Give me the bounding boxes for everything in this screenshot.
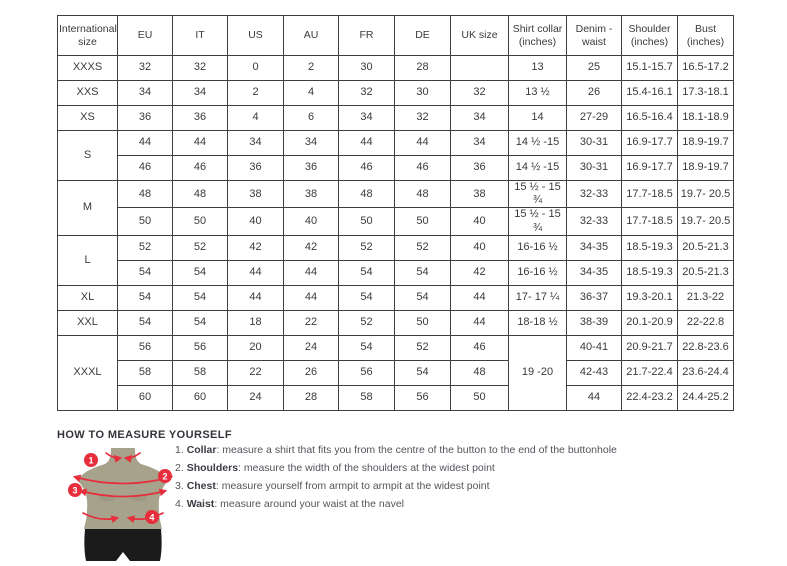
size-value-cell: 34 <box>339 106 395 131</box>
measure-step-waist <box>175 498 617 510</box>
size-value-cell: 15.1-15.7 <box>622 56 678 81</box>
size-value-cell: 20 <box>228 335 284 360</box>
badge-3-number: 3 <box>72 485 78 496</box>
step-number: 2. <box>175 462 184 474</box>
size-value-cell: 17.3-18.1 <box>678 81 734 106</box>
size-value-cell: 20.9-21.7 <box>622 335 678 360</box>
size-value-cell: 18.1-18.9 <box>678 106 734 131</box>
collar-cell: 15 ½ - 15 ¾ <box>509 181 567 208</box>
size-value-cell: 48 <box>173 181 228 208</box>
size-value-cell: 34 <box>173 81 228 106</box>
size-value-cell: 52 <box>173 235 228 260</box>
size-value-cell: 36 <box>173 106 228 131</box>
size-value-cell <box>451 56 509 81</box>
size-value-cell: 22.4-23.2 <box>622 385 678 410</box>
size-value-cell: 18.5-19.3 <box>622 235 678 260</box>
badge-2-number: 2 <box>162 471 168 482</box>
size-value-cell: 28 <box>395 56 451 81</box>
size-row <box>58 81 734 106</box>
step-text: : measure the width of the shoulders at the widest point <box>238 462 495 474</box>
size-value-cell: 16.5-16.4 <box>622 106 678 131</box>
size-value-cell: 48 <box>451 360 509 385</box>
size-value-cell: 30-31 <box>567 131 622 156</box>
size-value-cell: 48 <box>118 181 173 208</box>
size-value-cell: 44 <box>228 260 284 285</box>
size-value-cell: 56 <box>339 360 395 385</box>
size-value-cell: 54 <box>395 360 451 385</box>
step-label: Shoulders <box>186 462 239 474</box>
column-header: Bust (inches) <box>678 16 734 56</box>
size-value-cell: 54 <box>339 260 395 285</box>
size-value-cell: 40 <box>451 208 509 235</box>
collar-cell: 17- 17 ¼ <box>509 285 567 310</box>
measurement-figure <box>60 446 186 566</box>
size-row <box>58 156 734 181</box>
shorts-shape <box>84 529 161 561</box>
size-value-cell: 52 <box>339 310 395 335</box>
size-value-cell: 40 <box>228 208 284 235</box>
size-value-cell: 54 <box>173 310 228 335</box>
size-value-cell: 46 <box>118 156 173 181</box>
size-row <box>58 335 734 360</box>
size-value-cell: 19.7- 20.5 <box>678 208 734 235</box>
size-value-cell: 21.7-22.4 <box>622 360 678 385</box>
collar-cell: 14 ½ -15 <box>509 156 567 181</box>
column-header: IT <box>173 16 228 56</box>
size-value-cell: 22 <box>284 310 339 335</box>
column-header: US <box>228 16 284 56</box>
size-label-cell: XXS <box>58 81 118 106</box>
size-value-cell: 56 <box>395 385 451 410</box>
size-label-cell: XXL <box>58 310 118 335</box>
size-value-cell: 42 <box>284 235 339 260</box>
step-label: Collar <box>186 444 217 456</box>
size-value-cell: 50 <box>451 385 509 410</box>
size-row <box>58 235 734 260</box>
size-value-cell: 46 <box>451 335 509 360</box>
size-value-cell: 34-35 <box>567 260 622 285</box>
size-value-cell: 50 <box>339 208 395 235</box>
size-value-cell: 50 <box>395 208 451 235</box>
size-value-cell: 38 <box>228 181 284 208</box>
size-value-cell: 38-39 <box>567 310 622 335</box>
column-header: International size <box>58 16 118 56</box>
size-value-cell: 60 <box>118 385 173 410</box>
size-value-cell: 20.5-21.3 <box>678 235 734 260</box>
size-value-cell: 18.9-19.7 <box>678 156 734 181</box>
size-value-cell: 30-31 <box>567 156 622 181</box>
size-value-cell: 22.8-23.6 <box>678 335 734 360</box>
step-number: 1. <box>175 444 184 456</box>
size-value-cell: 6 <box>284 106 339 131</box>
size-value-cell: 27-29 <box>567 106 622 131</box>
size-value-cell: 34 <box>451 131 509 156</box>
size-chart-table <box>57 15 734 411</box>
column-header: FR <box>339 16 395 56</box>
step-number: 3. <box>175 480 184 492</box>
size-value-cell: 17.7-18.5 <box>622 181 678 208</box>
size-value-cell: 54 <box>395 260 451 285</box>
size-value-cell: 40 <box>451 235 509 260</box>
size-value-cell: 34 <box>451 106 509 131</box>
size-value-cell: 26 <box>284 360 339 385</box>
size-value-cell: 54 <box>395 285 451 310</box>
size-value-cell: 56 <box>118 335 173 360</box>
size-value-cell: 24 <box>228 385 284 410</box>
badge-1-number: 1 <box>88 455 94 466</box>
collar-cell: 13 ½ <box>509 81 567 106</box>
collar-cell: 16-16 ½ <box>509 260 567 285</box>
size-label-cell: XS <box>58 106 118 131</box>
size-value-cell: 54 <box>339 335 395 360</box>
size-value-cell: 50 <box>173 208 228 235</box>
size-value-cell: 52 <box>395 335 451 360</box>
size-value-cell: 44 <box>284 285 339 310</box>
size-value-cell: 44 <box>451 285 509 310</box>
size-value-cell: 18.5-19.3 <box>622 260 678 285</box>
collar-cell: 13 <box>509 56 567 81</box>
measure-step-shoulders <box>175 462 617 474</box>
size-value-cell: 46 <box>173 156 228 181</box>
column-header: DE <box>395 16 451 56</box>
size-value-cell: 36 <box>228 156 284 181</box>
size-value-cell: 54 <box>173 285 228 310</box>
measure-steps-list <box>175 444 617 510</box>
step-text: : measure a shirt that fits you from the centre of the button to the end of the buttonhole <box>216 444 617 456</box>
size-value-cell: 32 <box>173 56 228 81</box>
column-header: UK size <box>451 16 509 56</box>
size-value-cell: 16.5-17.2 <box>678 56 734 81</box>
size-value-cell: 15.4-16.1 <box>622 81 678 106</box>
size-row <box>58 360 734 385</box>
column-header: Shirt collar (inches) <box>509 16 567 56</box>
size-row <box>58 208 734 235</box>
size-value-cell: 40 <box>284 208 339 235</box>
size-value-cell: 44 <box>284 260 339 285</box>
size-value-cell: 21.3-22 <box>678 285 734 310</box>
size-value-cell: 36 <box>451 156 509 181</box>
size-value-cell: 50 <box>395 310 451 335</box>
collar-cell: 18-18 ½ <box>509 310 567 335</box>
size-value-cell: 44 <box>228 285 284 310</box>
size-value-cell: 44 <box>451 310 509 335</box>
size-value-cell: 23.6-24.4 <box>678 360 734 385</box>
size-row <box>58 56 734 81</box>
size-value-cell: 20.5-21.3 <box>678 260 734 285</box>
size-value-cell: 44 <box>173 131 228 156</box>
collar-cell: 14 ½ -15 <box>509 131 567 156</box>
size-value-cell: 40-41 <box>567 335 622 360</box>
size-value-cell: 25 <box>567 56 622 81</box>
size-value-cell: 52 <box>118 235 173 260</box>
size-value-cell: 46 <box>339 156 395 181</box>
size-value-cell: 36 <box>284 156 339 181</box>
size-row <box>58 106 734 131</box>
step-number: 4. <box>175 498 184 510</box>
size-row <box>58 260 734 285</box>
size-value-cell: 44 <box>118 131 173 156</box>
size-value-cell: 36 <box>118 106 173 131</box>
size-value-cell: 48 <box>339 181 395 208</box>
size-label-cell: XL <box>58 285 118 310</box>
size-value-cell: 28 <box>284 385 339 410</box>
size-value-cell: 58 <box>173 360 228 385</box>
size-row <box>58 131 734 156</box>
size-value-cell: 16.9-17.7 <box>622 156 678 181</box>
size-label-cell: S <box>58 131 118 181</box>
collar-cell: 19 -20 <box>509 335 567 410</box>
size-value-cell: 4 <box>228 106 284 131</box>
step-label: Waist <box>186 498 215 510</box>
column-header: AU <box>284 16 339 56</box>
size-value-cell: 19.3-20.1 <box>622 285 678 310</box>
size-value-cell: 56 <box>173 335 228 360</box>
size-value-cell: 54 <box>173 260 228 285</box>
size-value-cell: 58 <box>339 385 395 410</box>
size-value-cell: 24.4-25.2 <box>678 385 734 410</box>
size-value-cell: 48 <box>395 181 451 208</box>
size-value-cell: 44 <box>567 385 622 410</box>
size-value-cell: 30 <box>395 81 451 106</box>
column-header: Shoulder (inches) <box>622 16 678 56</box>
column-header: Denim - waist <box>567 16 622 56</box>
size-value-cell: 20.1-20.9 <box>622 310 678 335</box>
size-value-cell: 58 <box>118 360 173 385</box>
badge-4-number: 4 <box>149 512 155 523</box>
size-value-cell: 42 <box>451 260 509 285</box>
measure-section-title: HOW TO MEASURE YOURSELF <box>57 429 233 441</box>
size-value-cell: 18 <box>228 310 284 335</box>
size-value-cell: 2 <box>228 81 284 106</box>
size-row <box>58 310 734 335</box>
size-value-cell: 4 <box>284 81 339 106</box>
size-value-cell: 19.7- 20.5 <box>678 181 734 208</box>
size-value-cell: 32-33 <box>567 208 622 235</box>
size-value-cell: 54 <box>339 285 395 310</box>
size-value-cell: 17.7-18.5 <box>622 208 678 235</box>
size-value-cell: 32 <box>451 81 509 106</box>
size-value-cell: 22-22.8 <box>678 310 734 335</box>
size-value-cell: 34 <box>118 81 173 106</box>
size-value-cell: 32-33 <box>567 181 622 208</box>
size-value-cell: 38 <box>284 181 339 208</box>
size-value-cell: 30 <box>339 56 395 81</box>
size-value-cell: 24 <box>284 335 339 360</box>
size-row <box>58 181 734 208</box>
collar-cell: 15 ½ - 15 ¾ <box>509 208 567 235</box>
step-label: Chest <box>186 480 216 492</box>
size-value-cell: 52 <box>339 235 395 260</box>
size-value-cell: 54 <box>118 285 173 310</box>
size-row <box>58 285 734 310</box>
size-label-cell: XXXS <box>58 56 118 81</box>
size-label-cell: L <box>58 235 118 285</box>
mannequin-illustration <box>60 446 186 566</box>
step-text: : measure around your waist at the navel <box>214 498 404 510</box>
size-value-cell: 18.9-19.7 <box>678 131 734 156</box>
size-value-cell: 46 <box>395 156 451 181</box>
size-value-cell: 32 <box>118 56 173 81</box>
size-value-cell: 2 <box>284 56 339 81</box>
measure-step-collar <box>175 444 617 456</box>
size-value-cell: 16.9-17.7 <box>622 131 678 156</box>
size-value-cell: 54 <box>118 260 173 285</box>
size-label-cell: M <box>58 181 118 236</box>
size-value-cell: 34 <box>228 131 284 156</box>
size-chart-header-row <box>58 16 734 56</box>
size-value-cell: 44 <box>339 131 395 156</box>
size-value-cell: 34 <box>284 131 339 156</box>
collar-cell: 14 <box>509 106 567 131</box>
measure-step-chest <box>175 480 617 492</box>
size-value-cell: 52 <box>395 235 451 260</box>
size-value-cell: 26 <box>567 81 622 106</box>
size-value-cell: 44 <box>395 131 451 156</box>
size-value-cell: 34-35 <box>567 235 622 260</box>
size-value-cell: 42 <box>228 235 284 260</box>
size-chart-body <box>58 56 734 411</box>
size-value-cell: 36-37 <box>567 285 622 310</box>
size-label-cell: XXXL <box>58 335 118 410</box>
collar-cell: 16-16 ½ <box>509 235 567 260</box>
size-value-cell: 50 <box>118 208 173 235</box>
size-value-cell: 22 <box>228 360 284 385</box>
size-value-cell: 54 <box>118 310 173 335</box>
size-value-cell: 32 <box>395 106 451 131</box>
size-row <box>58 385 734 410</box>
size-value-cell: 32 <box>339 81 395 106</box>
size-value-cell: 38 <box>451 181 509 208</box>
size-value-cell: 0 <box>228 56 284 81</box>
column-header: EU <box>118 16 173 56</box>
step-text: : measure yourself from armpit to armpit at the widest point <box>215 480 490 492</box>
size-value-cell: 42-43 <box>567 360 622 385</box>
size-value-cell: 60 <box>173 385 228 410</box>
